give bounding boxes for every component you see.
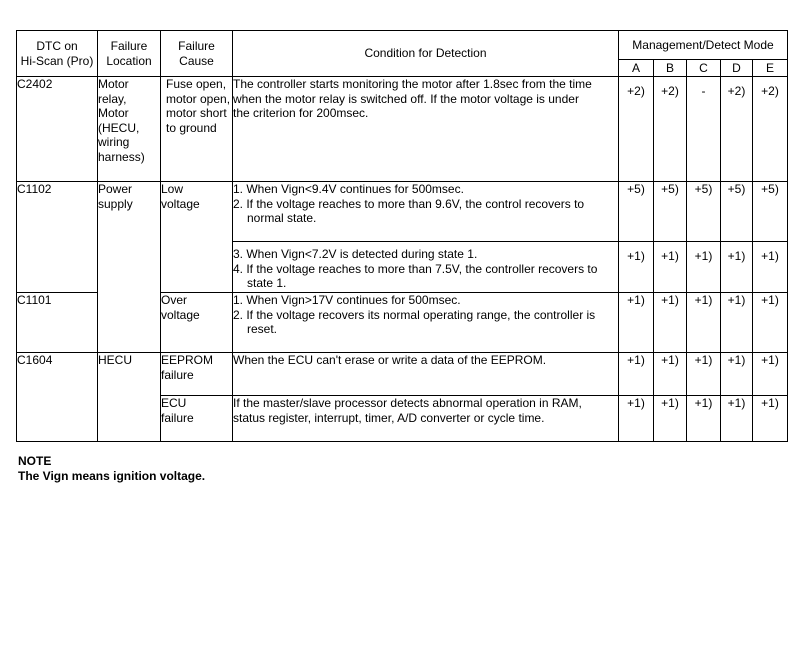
dtc-table [16,30,788,442]
header-mode-d: D [721,60,753,77]
mode-d-value: +5) [721,182,753,242]
mode-e-value: +1) [753,242,788,293]
mode-d-value: +1) [721,396,753,442]
header-failure-cause: Failure Cause [161,31,233,77]
header-mode-e: E [753,60,788,77]
detection-condition: The controller starts monitoring the motor after 1.8sec from the time when the motor relay is switched off. If the motor voltage is under the criterion for 200msec. [233,77,619,182]
failure-cause: Over voltage [161,293,233,353]
mode-c-value: +1) [687,242,721,293]
dtc-code: C1101 [17,293,98,353]
mode-b-value: +1) [654,353,687,396]
detection-condition: When the ECU can't erase or write a data of the EEPROM. [233,353,619,396]
mode-c-value: +1) [687,353,721,396]
detection-condition [233,293,619,353]
table-row-c1604 [17,353,788,396]
header-condition: Condition for Detection [233,31,619,77]
detection-condition [233,182,619,242]
dtc-code: C1102 [17,182,98,293]
mode-b-value: +1) [654,242,687,293]
mode-d-value: +1) [721,242,753,293]
header-management-mode: Management/Detect Mode [619,31,788,60]
failure-cause: EEPROM failure [161,353,233,396]
mode-e-value: +1) [753,353,788,396]
mode-b-value: +1) [654,293,687,353]
failure-location: Power supply [98,182,161,353]
note-text: The Vign means ignition voltage. [18,468,206,483]
mode-a-value: +5) [619,182,654,242]
header-mode-b: B [654,60,687,77]
mode-a-value: +1) [619,293,654,353]
mode-b-value: +2) [654,77,687,182]
table-row-c1102 [17,182,788,242]
condition-step: 3. When Vign<7.2V is detected during state 1. [233,247,478,261]
detection-condition: If the master/slave processor detects abnormal operation in RAM, status register, interrupt, timer, A/D converter or cycle time. [233,396,619,442]
header-row [17,31,788,60]
condition-step: 1. When Vign<9.4V continues for 500msec. [233,182,464,196]
note-block [18,454,205,483]
failure-cause: Fuse open, motor open, motor short to ground [161,77,233,182]
condition-step: 2. If the voltage reaches to more than 9.6V, the control recovers to normal state. [233,196,585,225]
failure-cause: ECU failure [161,396,233,442]
dtc-code: C1604 [17,353,98,442]
mode-c-value: - [687,77,721,182]
mode-c-value: +1) [687,293,721,353]
condition-step: 4. If the voltage reaches to more than 7.5V, the controller recovers to state 1. [233,261,598,290]
header-mode-a: A [619,60,654,77]
mode-c-value: +1) [687,396,721,442]
mode-a-value: +1) [619,396,654,442]
header-mode-c: C [687,60,721,77]
failure-location: HECU [98,353,161,442]
mode-a-value: +1) [619,242,654,293]
mode-d-value: +1) [721,293,753,353]
dtc-code: C2402 [17,77,98,182]
failure-location: Motor relay, Motor (HECU, wiring harness) [98,77,161,182]
mode-e-value: +2) [753,77,788,182]
condition-step: 2. If the voltage recovers its normal operating range, the controller is reset. [233,307,596,336]
mode-a-value: +1) [619,353,654,396]
mode-d-value: +1) [721,353,753,396]
detection-condition [233,242,619,293]
condition-step: 1. When Vign>17V continues for 500msec. [233,293,461,307]
mode-c-value: +5) [687,182,721,242]
table-row-c2402 [17,77,788,182]
mode-e-value: +1) [753,396,788,442]
mode-b-value: +5) [654,182,687,242]
mode-b-value: +1) [654,396,687,442]
mode-e-value: +1) [753,293,788,353]
header-dtc: DTC on Hi-Scan (Pro) [17,31,98,77]
note-title: NOTE [18,454,52,468]
failure-cause: Low voltage [161,182,233,293]
header-failure-location: Failure Location [98,31,161,77]
mode-a-value: +2) [619,77,654,182]
mode-d-value: +2) [721,77,753,182]
mode-e-value: +5) [753,182,788,242]
